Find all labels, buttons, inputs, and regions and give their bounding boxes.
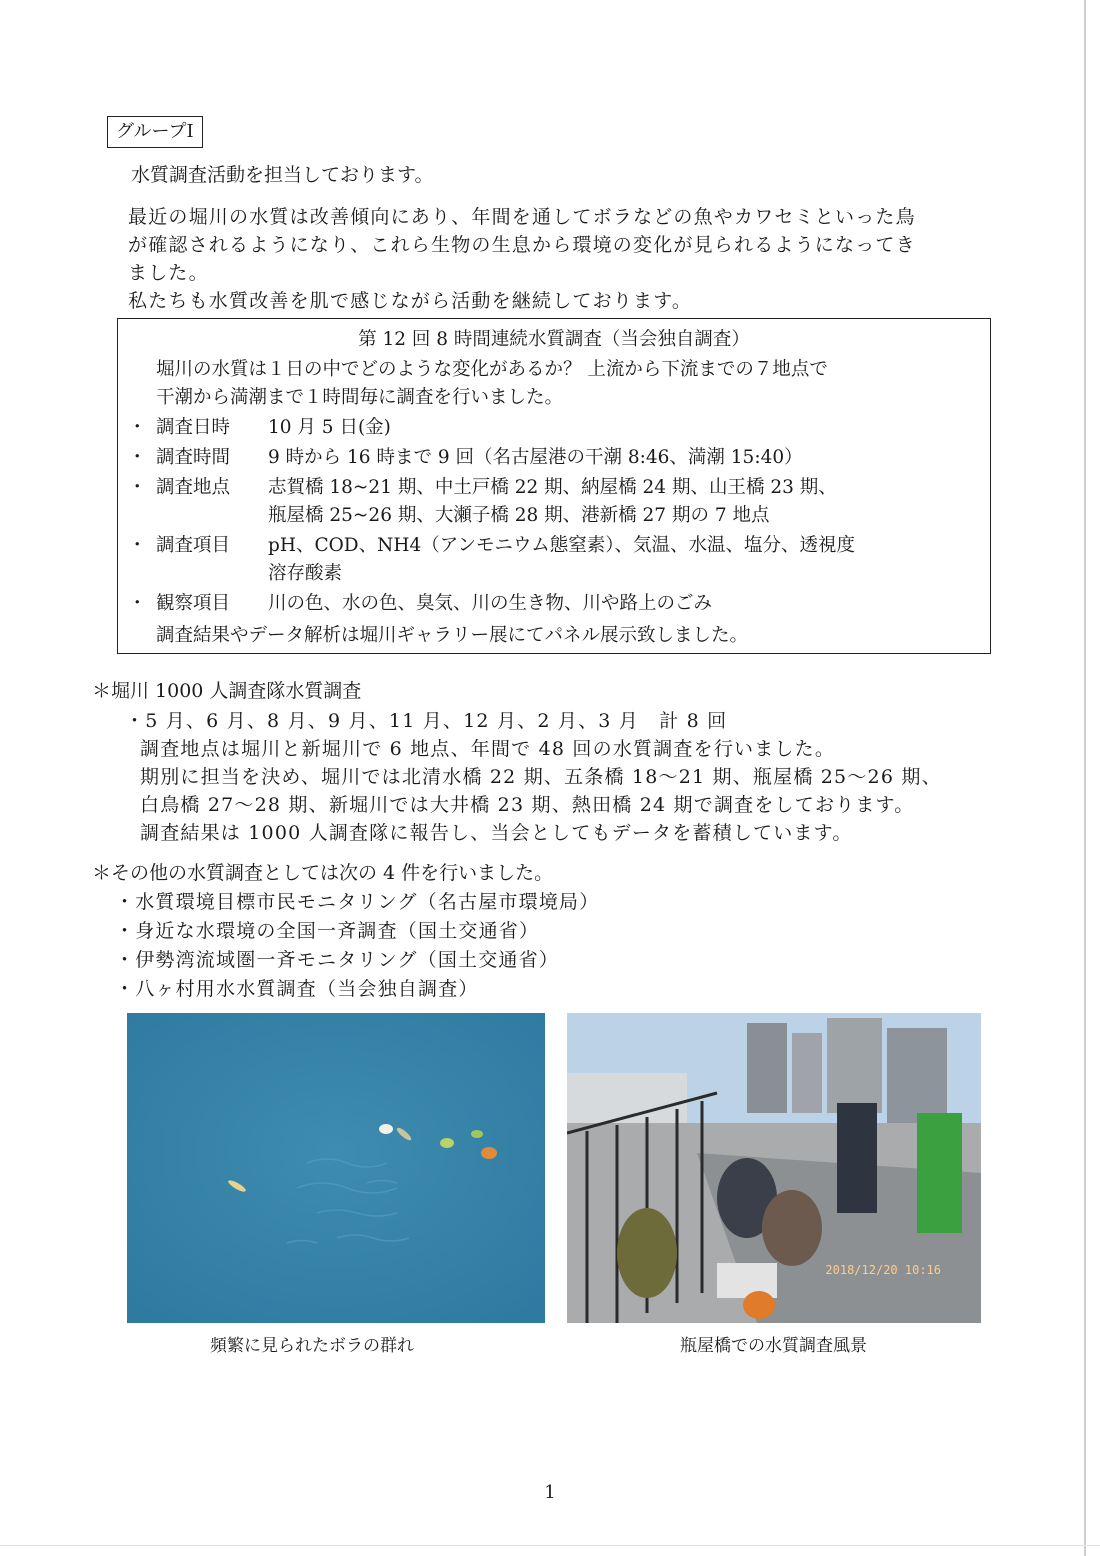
survey-box-line-2: 干潮から満潮まで１時間毎に調査を行いました。 bbox=[156, 387, 564, 408]
item-label-sites: 調査地点 bbox=[156, 477, 231, 498]
item-bullet: ・ bbox=[128, 535, 147, 556]
group-label: グループⅠ bbox=[107, 116, 203, 148]
photo-survey-scene bbox=[567, 1013, 981, 1323]
item-label-time: 調査時間 bbox=[156, 447, 231, 468]
item-label-date: 調査日時 bbox=[156, 417, 231, 438]
survey-box bbox=[117, 318, 991, 654]
page-edge-bottom bbox=[0, 1545, 1100, 1546]
intro-line-4: 私たちも水質改善を肌で感じながら活動を継続しております。 bbox=[128, 290, 693, 312]
item-value-time: 9 時から 16 時まで 9 回（名古屋港の干潮 8:46、満潮 15:40） bbox=[268, 447, 803, 468]
section-other-item-2: ・身近な水環境の全国一斉調査（国土交通省） bbox=[115, 920, 540, 942]
item-value-params-2: 溶存酸素 bbox=[268, 563, 343, 584]
section-other-item-3: ・伊勢湾流域圏一斉モニタリング（国土交通省） bbox=[115, 949, 560, 971]
photo-caption-survey: 瓶屋橋での水質調査風景 bbox=[680, 1336, 867, 1356]
item-bullet: ・ bbox=[128, 447, 147, 468]
item-value-date: 10 月 5 日(金) bbox=[268, 417, 391, 438]
section-other-item-4: ・八ヶ村用水水質調査（当会独自調査） bbox=[115, 978, 479, 1000]
intro-line-2: が確認されるようになり、これら生物の生息から環境の変化が見られるようになってき bbox=[128, 234, 916, 256]
photo-timestamp: 2018/12/20 10:16 bbox=[825, 1263, 941, 1277]
intro-line-1: 最近の堀川の水質は改善傾向にあり、年間を通してボラなどの魚やカワセミといった鳥 bbox=[128, 206, 916, 228]
photo-mullet-school bbox=[127, 1013, 545, 1323]
section-other-item-1: ・水質環境目標市民モニタリング（名古屋市環境局） bbox=[115, 891, 600, 913]
section-1000-line-1: ・5 月、6 月、8 月、9 月、11 月、12 月、2 月、3 月 計 8 回 bbox=[125, 710, 728, 732]
page-edge bbox=[1084, 0, 1086, 1556]
section-1000-line-2: 調査地点は堀川と新堀川で 6 地点、年間で 48 回の水質調査を行いました。 bbox=[140, 738, 836, 760]
item-value-sites-1: 志賀橋 18~21 期、中土戸橋 22 期、納屋橋 24 期、山王橋 23 期、 bbox=[268, 477, 837, 498]
page-number: 1 bbox=[544, 1482, 556, 1503]
item-bullet: ・ bbox=[128, 477, 147, 498]
item-bullet: ・ bbox=[128, 417, 147, 438]
photo-caption-mullet: 頻繁に見られたボラの群れ bbox=[210, 1336, 414, 1356]
item-value-params-1: pH、COD、NH4（アンモニウム態窒素）、気温、水温、塩分、透視度 bbox=[268, 535, 856, 556]
item-bullet: ・ bbox=[128, 593, 147, 614]
intro-heading: 水質調査活動を担当しております。 bbox=[131, 164, 434, 186]
survey-box-footer: 調査結果やデータ解析は堀川ギャラリー展にてパネル展示致しました。 bbox=[156, 625, 749, 646]
item-value-observe: 川の色、水の色、臭気、川の生き物、川や路上のごみ bbox=[268, 593, 713, 614]
survey-box-title: 第 12 回 8 時間連続水質調査（当会独自調査） bbox=[358, 329, 750, 350]
section-1000-line-3: 期別に担当を決め、堀川では北清水橋 22 期、五条橋 18～21 期、瓶屋橋 25～26 期、 bbox=[140, 766, 942, 788]
item-label-observe: 観察項目 bbox=[156, 593, 231, 614]
section-1000-title: ＊堀川 1000 人調査隊水質調査 bbox=[92, 680, 362, 702]
section-1000-line-5: 調査結果は 1000 人調査隊に報告し、当会としてもデータを蓄積しています。 bbox=[140, 822, 853, 844]
item-label-params: 調査項目 bbox=[156, 535, 231, 556]
survey-box-line-1: 堀川の水質は１日の中でどのような変化があるか？ 上流から下流までの７地点で bbox=[156, 359, 828, 380]
section-other-title: ＊その他の水質調査としては次の 4 件を行いました。 bbox=[92, 862, 554, 884]
item-value-sites-2: 瓶屋橋 25~26 期、大瀬子橋 28 期、港新橋 27 期の 7 地点 bbox=[268, 505, 770, 526]
intro-line-3: ました。 bbox=[128, 262, 209, 284]
section-1000-line-4: 白鳥橋 27～28 期、新堀川では大井橋 23 期、熱田橋 24 期で調査をしております。 bbox=[140, 794, 915, 816]
